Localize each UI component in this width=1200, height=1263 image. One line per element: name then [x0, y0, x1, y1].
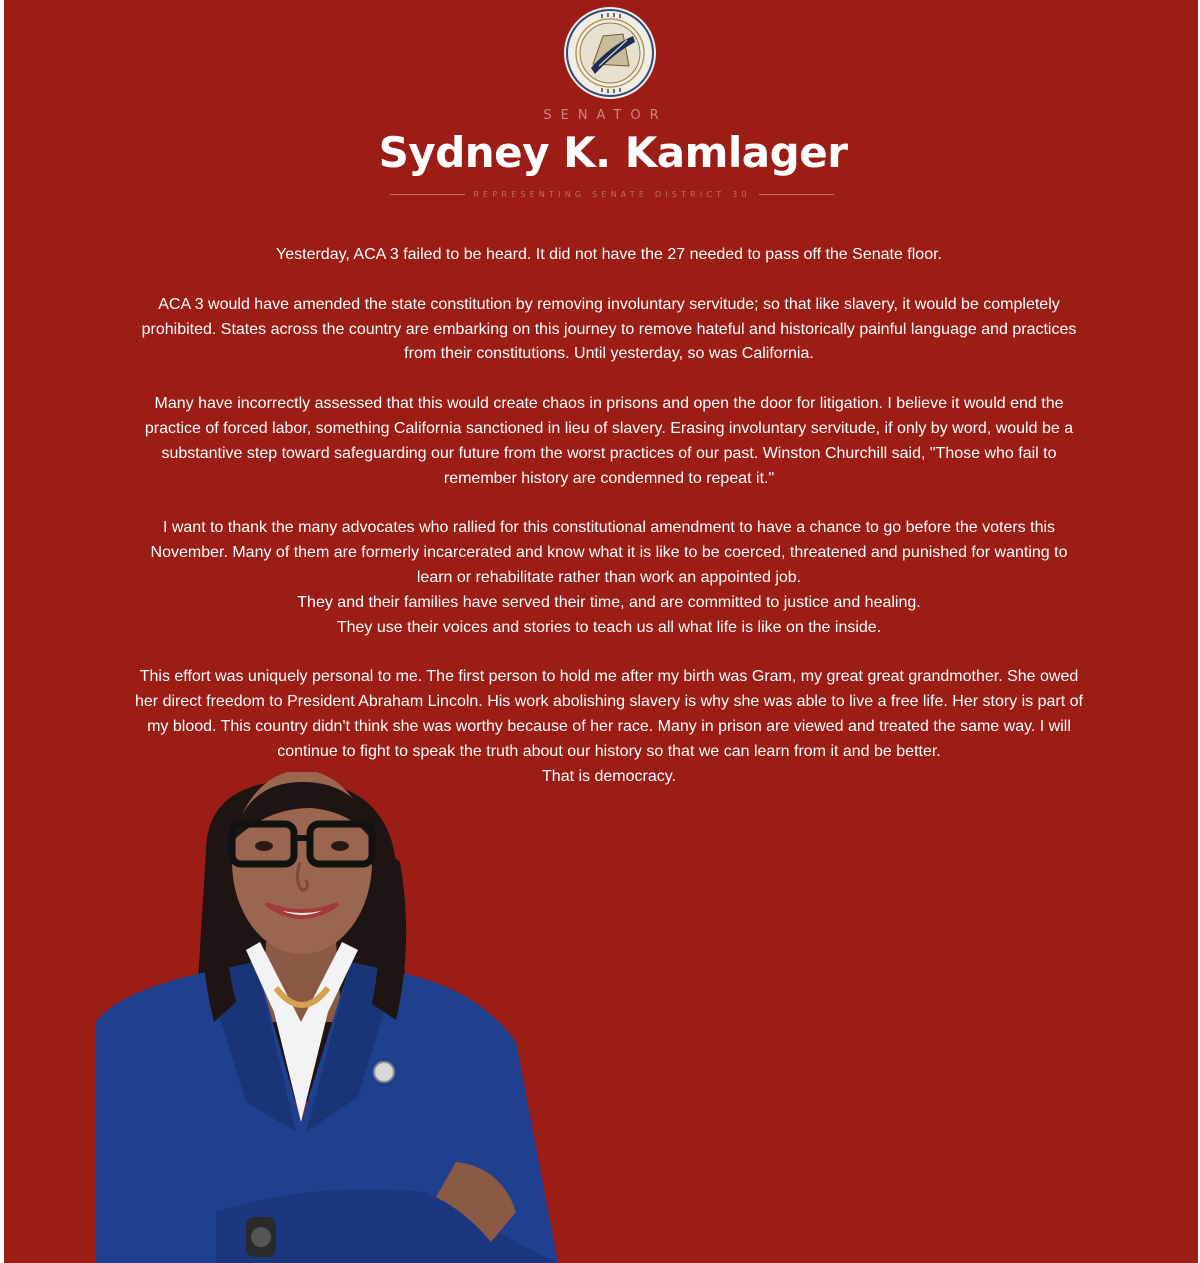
paragraph-6: They use their voices and stories to teach us all what life is like on the inside. — [336, 618, 882, 636]
statement-body — [134, 243, 1084, 789]
paragraph-7: This effort was uniquely personal to me. The first person to hold me after my birth was Gram, my great great grandmother. She owed her direct freedom to President Abraham Lincoln. His work abolishing slavery is why she was able to live a free life. Her story is part of my blood. This country didn't think she was worthy because of her race. Many in prison are viewed and treated the same way. I will continue to fight to speak the truth about our history so that we can learn from it and be better. — [135, 668, 1083, 760]
senator-portrait — [96, 772, 558, 1263]
divider-left — [390, 194, 465, 195]
paragraph-3: Many have incorrectly assessed that this would create chaos in prisons and open the door for litigation. I believe it would end the practice of forced labor, something California sanctioned in lieu of slavery. Erasing involuntary servitude, if only by word, would be a substantive step toward safeguarding our future from the worst practices of our past. Winston Churchill said, "Those who fail to remember history are condemned to repeat it." — [144, 395, 1074, 487]
paragraph-2: ACA 3 would have amended the state constitution by removing involuntary servitude; so that like slavery, it would be completely prohibited. States across the country are embarking on this journey to remove hateful and historically painful language and practices from their constitutions. Until yesterday, so was California. — [141, 295, 1077, 363]
paragraph-5: They and their families have served their time, and are committed to justice and healing. — [297, 593, 921, 611]
title-eyebrow: SENATOR — [543, 108, 668, 123]
paragraph-1: Yesterday, ACA 3 failed to be heard. It did not have the 27 needed to pass off the Senate floor. — [276, 246, 942, 263]
district-line — [390, 186, 834, 202]
senate-seal-icon — [563, 6, 657, 100]
senator-name: Sydney K. Kamlager — [378, 128, 848, 177]
closing-line: That is democracy. — [542, 767, 676, 785]
divider-right — [759, 194, 834, 195]
statement-page — [4, 0, 1198, 1263]
paragraph-4: I want to thank the many advocates who rallied for this constitutional amendment to have a chance to go before the voters this November. Many of them are formerly incarcerated and know what it is like to be coerced, threatened and punished for wanting to learn or rehabilitate rather than work an appointed job. — [150, 519, 1068, 586]
district-label: REPRESENTING SENATE DISTRICT 30 — [473, 189, 751, 199]
